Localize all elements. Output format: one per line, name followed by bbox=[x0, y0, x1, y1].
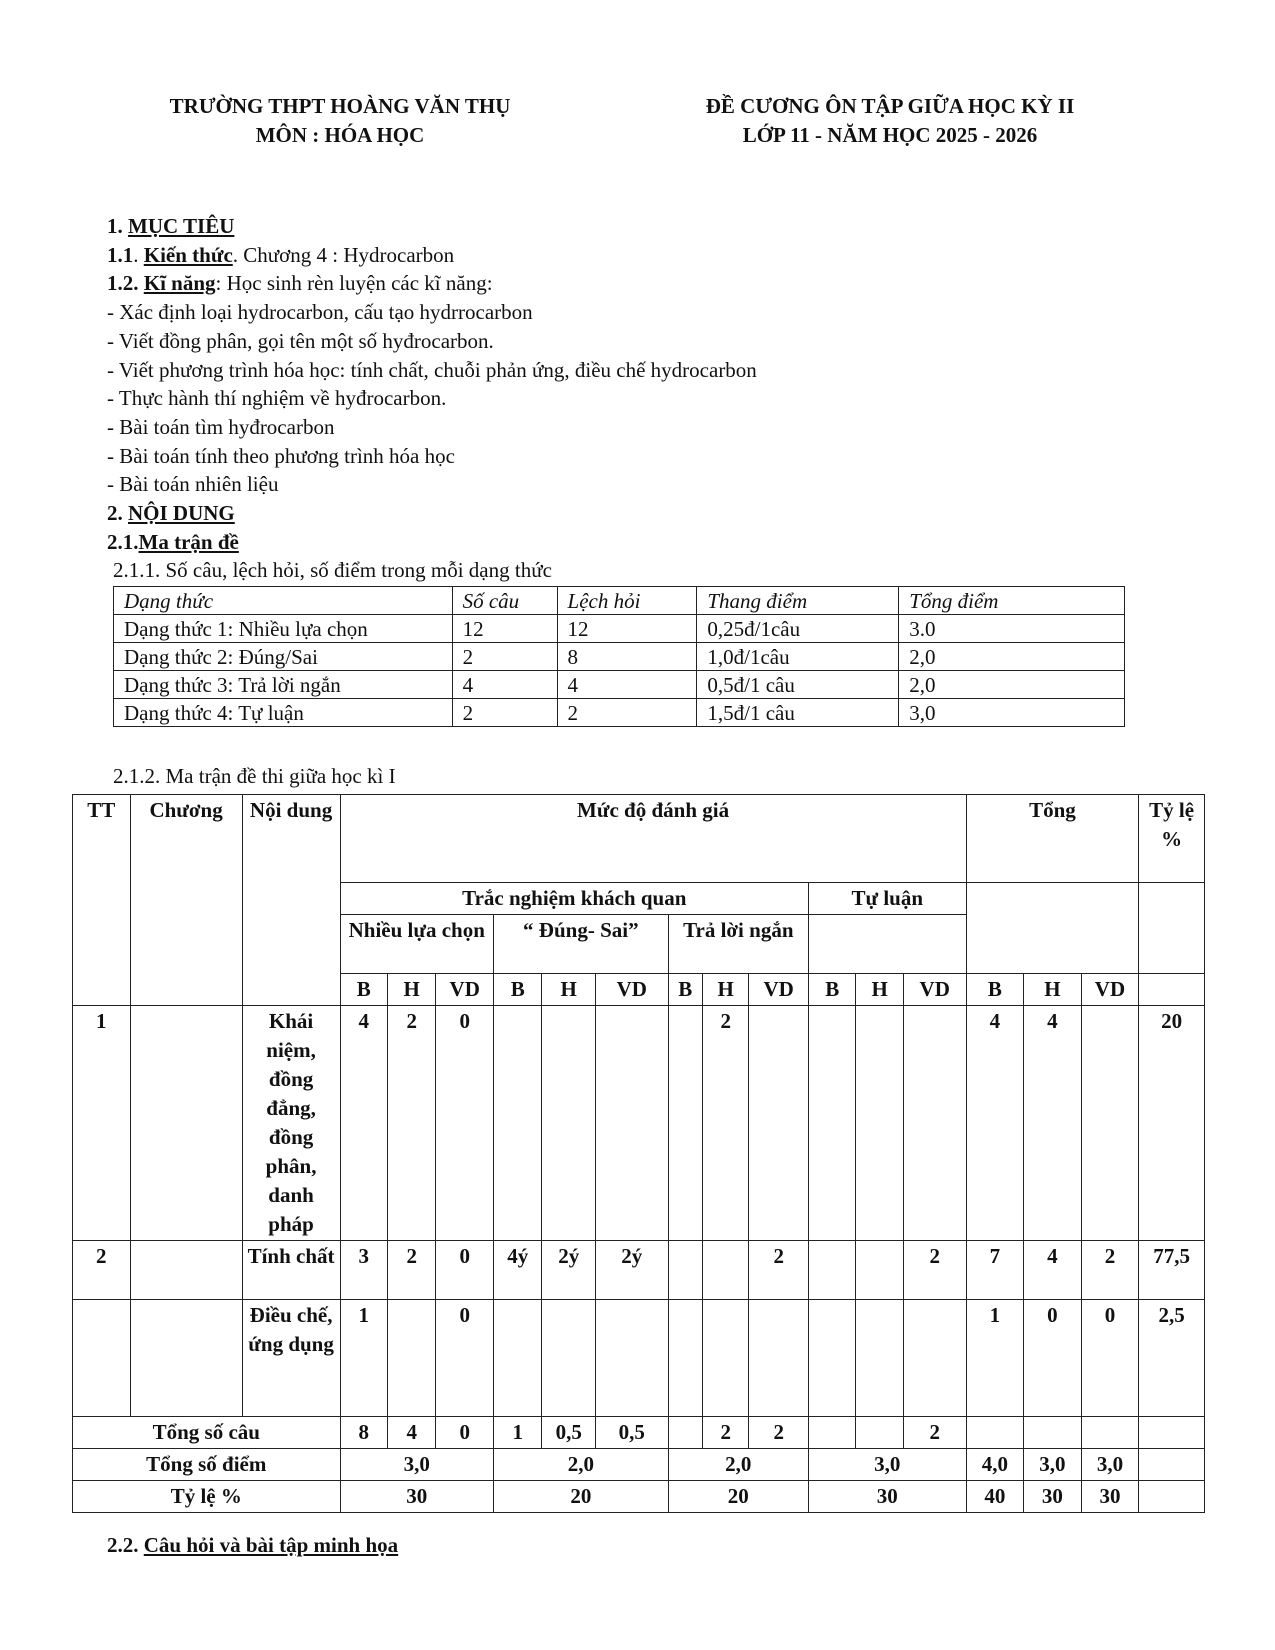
skills-line: 1.2. Kĩ năng: Học sinh rèn luyện các kĩ năng: bbox=[107, 271, 493, 296]
table-row bbox=[114, 615, 1125, 643]
matrix-cell bbox=[808, 1300, 855, 1417]
matrix-cell: 2ý bbox=[595, 1241, 668, 1300]
matrix-cell: 2 bbox=[749, 1417, 809, 1449]
document-header bbox=[655, 92, 1125, 150]
level-vd: VD bbox=[436, 974, 494, 1006]
row-noi-dung: Tính chất bbox=[242, 1241, 340, 1300]
header-dung-sai: “ Đúng- Sai” bbox=[494, 915, 669, 974]
level-vd: VD bbox=[595, 974, 668, 1006]
matrix-cell: 2 bbox=[388, 1241, 436, 1300]
header-tong: Tổng bbox=[966, 795, 1139, 883]
table-cell: 12 bbox=[452, 615, 557, 643]
matrix-cell: 0 bbox=[436, 1417, 494, 1449]
matrix-cell bbox=[903, 1006, 966, 1241]
matrix-cell bbox=[595, 1300, 668, 1417]
matrix-cell: 0 bbox=[436, 1300, 494, 1417]
table-cell: 2,0 bbox=[899, 643, 1125, 671]
table-header-cell: Thang điểm bbox=[697, 587, 899, 615]
table-cell: 2 bbox=[452, 643, 557, 671]
matrix-cell: 4 bbox=[340, 1006, 387, 1241]
table-header-row bbox=[114, 587, 1125, 615]
table-cell: 3,0 bbox=[899, 699, 1125, 727]
matrix-cell: 0,5 bbox=[542, 1417, 596, 1449]
row-tt bbox=[73, 1300, 131, 1417]
table-cell: 4 bbox=[452, 671, 557, 699]
document-title: ĐỀ CƯƠNG ÔN TẬP GIỮA HỌC KỲ II bbox=[705, 94, 1075, 118]
skill-bullet: - Viết đồng phân, gọi tên một số hyđrocarbon. bbox=[107, 328, 494, 353]
level-percentage: 40 bbox=[966, 1481, 1024, 1513]
matrix-cell bbox=[749, 1006, 809, 1241]
table-cell: 8 bbox=[557, 643, 697, 671]
matrix-cell bbox=[668, 1417, 702, 1449]
matrix-cell: 3 bbox=[340, 1241, 387, 1300]
matrix-cell bbox=[1139, 1481, 1205, 1513]
header-nhieu-lua-chon: Nhiều lựa chọn bbox=[340, 915, 493, 974]
skill-bullet: - Viết phương trình hóa học: tính chất, chuỗi phản ứng, điều chế hydrocarbon bbox=[107, 357, 757, 382]
section-2-2-heading: 2.2. Câu hỏi và bài tập minh họa bbox=[107, 1533, 399, 1557]
table-header-cell: Số câu bbox=[452, 587, 557, 615]
matrix-cell: 0,5 bbox=[595, 1417, 668, 1449]
matrix-cell bbox=[388, 1300, 436, 1417]
table-cell: 1,5đ/1 câu bbox=[697, 699, 899, 727]
table-cell: Dạng thức 3: Trả lời ngắn bbox=[114, 671, 453, 699]
header-noi-dung: Nội dung bbox=[242, 795, 340, 1006]
percentage-row bbox=[73, 1481, 1205, 1513]
knowledge-line: 1.1. Kiến thức. Chương 4 : Hydrocarbon bbox=[107, 242, 455, 267]
matrix-cell bbox=[668, 1300, 702, 1417]
matrix-cell bbox=[702, 1300, 748, 1417]
level-h: H bbox=[702, 974, 748, 1006]
school-header bbox=[110, 92, 570, 150]
skill-bullet: - Bài toán nhiên liệu bbox=[107, 472, 279, 497]
table-cell: 0,5đ/1 câu bbox=[697, 671, 899, 699]
row-chuong bbox=[130, 1006, 242, 1241]
section-2-1-heading: 2.1.Ma trận đề bbox=[107, 529, 239, 554]
matrix-cell: 2 bbox=[903, 1241, 966, 1300]
header-tra-loi-ngan: Trả lời ngắn bbox=[668, 915, 808, 974]
percentage-label: Tỷ lệ % bbox=[73, 1481, 341, 1513]
skill-bullet: - Xác định loại hydrocarbon, cấu tạo hydrrocarbon bbox=[107, 300, 533, 325]
total-points-label: Tổng số điểm bbox=[73, 1449, 341, 1481]
header-tu-luan: Tự luận bbox=[808, 883, 966, 915]
level-h: H bbox=[1024, 974, 1082, 1006]
matrix-cell bbox=[668, 1241, 702, 1300]
table-cell: Dạng thức 1: Nhiều lựa chọn bbox=[114, 615, 453, 643]
matrix-cell: 0 bbox=[1081, 1300, 1139, 1417]
matrix-cell: 2 bbox=[702, 1417, 748, 1449]
matrix-cell bbox=[542, 1006, 596, 1241]
table-row bbox=[114, 643, 1125, 671]
matrix-cell bbox=[702, 1241, 748, 1300]
header-tt: TT bbox=[73, 795, 131, 1006]
subject-name: MÔN : HÓA HỌC bbox=[255, 123, 425, 147]
table-header-cell: Lệch hỏi bbox=[557, 587, 697, 615]
table-1-caption: 2.1.1. Số câu, lệch hỏi, số điểm trong mỗi dạng thức bbox=[113, 558, 552, 583]
matrix-row bbox=[73, 1241, 1205, 1300]
level-percentage: 30 bbox=[1024, 1481, 1082, 1513]
matrix-cell bbox=[494, 1006, 542, 1241]
level-total: 4,0 bbox=[966, 1449, 1024, 1481]
level-b: B bbox=[494, 974, 542, 1006]
matrix-cell bbox=[1081, 1006, 1139, 1241]
row-tt: 2 bbox=[73, 1241, 131, 1300]
skill-bullet: - Bài toán tìm hyđrocarbon bbox=[107, 414, 335, 439]
header-tnkq: Trắc nghiệm khách quan bbox=[340, 883, 808, 915]
matrix-cell: 2 bbox=[1081, 1241, 1139, 1300]
level-h: H bbox=[856, 974, 903, 1006]
row-chuong bbox=[130, 1300, 242, 1417]
matrix-cell bbox=[749, 1300, 809, 1417]
table-cell: 2 bbox=[452, 699, 557, 727]
section-1-heading: 1. MỤC TIÊU bbox=[107, 214, 235, 238]
total-questions-row bbox=[73, 1417, 1205, 1449]
total-questions-label: Tổng số câu bbox=[73, 1417, 341, 1449]
matrix-cell: 77,5 bbox=[1139, 1241, 1205, 1300]
matrix-cell: 4 bbox=[1024, 1006, 1082, 1241]
exam-matrix-table bbox=[72, 794, 1205, 1513]
group-points: 3,0 bbox=[808, 1449, 966, 1481]
table-cell: 2 bbox=[557, 699, 697, 727]
header-chuong: Chương bbox=[130, 795, 242, 1006]
matrix-cell: 4 bbox=[388, 1417, 436, 1449]
group-points: 3,0 bbox=[340, 1449, 493, 1481]
level-b: B bbox=[340, 974, 387, 1006]
group-percentage: 30 bbox=[808, 1481, 966, 1513]
matrix-cell bbox=[966, 1417, 1024, 1449]
table-cell: 4 bbox=[557, 671, 697, 699]
table-header-cell: Tổng điểm bbox=[899, 587, 1125, 615]
row-noi-dung: Điều chế, ứng dụng bbox=[242, 1300, 340, 1417]
level-vd: VD bbox=[903, 974, 966, 1006]
table-header-cell: Dạng thức bbox=[114, 587, 453, 615]
matrix-row bbox=[73, 1006, 1205, 1241]
header-blank bbox=[808, 915, 966, 974]
matrix-cell: 2 bbox=[749, 1241, 809, 1300]
level-vd: VD bbox=[749, 974, 809, 1006]
matrix-cell: 1 bbox=[340, 1300, 387, 1417]
matrix-cell bbox=[1139, 1417, 1205, 1449]
matrix-cell bbox=[668, 1006, 702, 1241]
level-h: H bbox=[542, 974, 596, 1006]
matrix-cell: 0 bbox=[436, 1241, 494, 1300]
table-cell: 3.0 bbox=[899, 615, 1125, 643]
group-percentage: 30 bbox=[340, 1481, 493, 1513]
header-muc-do: Mức độ đánh giá bbox=[340, 795, 966, 883]
table-2-caption: 2.1.2. Ma trận đề thi giữa học kì I bbox=[113, 764, 396, 788]
row-tt: 1 bbox=[73, 1006, 131, 1241]
header-blank bbox=[1139, 883, 1205, 974]
group-points: 2,0 bbox=[494, 1449, 669, 1481]
matrix-cell bbox=[856, 1417, 903, 1449]
matrix-cell: 2 bbox=[702, 1006, 748, 1241]
group-percentage: 20 bbox=[494, 1481, 669, 1513]
matrix-cell bbox=[1081, 1417, 1139, 1449]
table-row bbox=[114, 699, 1125, 727]
row-chuong bbox=[130, 1241, 242, 1300]
level-b: B bbox=[808, 974, 855, 1006]
table-cell: 1,0đ/1câu bbox=[697, 643, 899, 671]
matrix-cell bbox=[595, 1006, 668, 1241]
question-format-table bbox=[113, 586, 1125, 727]
matrix-cell bbox=[856, 1006, 903, 1241]
table-cell: Dạng thức 4: Tự luận bbox=[114, 699, 453, 727]
school-name: TRƯỜNG THPT HOÀNG VĂN THỤ bbox=[169, 94, 511, 118]
matrix-cell bbox=[808, 1006, 855, 1241]
matrix-cell: 2ý bbox=[542, 1241, 596, 1300]
table-cell: 12 bbox=[557, 615, 697, 643]
matrix-cell bbox=[808, 1241, 855, 1300]
matrix-cell bbox=[1024, 1417, 1082, 1449]
level-h: H bbox=[388, 974, 436, 1006]
matrix-cell: 4 bbox=[966, 1006, 1024, 1241]
matrix-cell: 1 bbox=[966, 1300, 1024, 1417]
matrix-cell bbox=[542, 1300, 596, 1417]
level-total: 3,0 bbox=[1024, 1449, 1082, 1481]
table-cell: 0,25đ/1câu bbox=[697, 615, 899, 643]
skill-bullet: - Bài toán tính theo phương trình hóa học bbox=[107, 443, 455, 468]
group-percentage: 20 bbox=[668, 1481, 808, 1513]
matrix-cell: 1 bbox=[494, 1417, 542, 1449]
matrix-cell bbox=[494, 1300, 542, 1417]
matrix-cell: 2 bbox=[388, 1006, 436, 1241]
level-b: B bbox=[668, 974, 702, 1006]
matrix-cell: 0 bbox=[436, 1006, 494, 1241]
matrix-cell bbox=[856, 1300, 903, 1417]
matrix-cell bbox=[808, 1417, 855, 1449]
table-row bbox=[114, 671, 1125, 699]
level-b: B bbox=[966, 974, 1024, 1006]
matrix-cell bbox=[856, 1241, 903, 1300]
matrix-cell: 20 bbox=[1139, 1006, 1205, 1241]
section-2-heading: 2. NỘI DUNG bbox=[107, 501, 235, 526]
matrix-cell: 2,5 bbox=[1139, 1300, 1205, 1417]
level-vd: VD bbox=[1081, 974, 1139, 1006]
level-percentage: 30 bbox=[1081, 1481, 1139, 1513]
document-class-year: LỚP 11 - NĂM HỌC 2025 - 2026 bbox=[742, 123, 1038, 147]
header-ty-le: Tỷ lệ % bbox=[1139, 795, 1205, 883]
matrix-cell bbox=[903, 1300, 966, 1417]
header-blank bbox=[966, 883, 1139, 974]
matrix-row bbox=[73, 1300, 1205, 1417]
matrix-cell: 2 bbox=[903, 1417, 966, 1449]
matrix-cell: 0 bbox=[1024, 1300, 1082, 1417]
matrix-cell: 7 bbox=[966, 1241, 1024, 1300]
skill-bullet: - Thực hành thí nghiệm về hyđrocarbon. bbox=[107, 386, 447, 411]
level-blank bbox=[1139, 974, 1205, 1006]
table-cell: Dạng thức 2: Đúng/Sai bbox=[114, 643, 453, 671]
group-points: 2,0 bbox=[668, 1449, 808, 1481]
matrix-cell: 4 bbox=[1024, 1241, 1082, 1300]
matrix-header-row bbox=[73, 795, 1205, 883]
matrix-cell bbox=[1139, 1449, 1205, 1481]
matrix-cell: 8 bbox=[340, 1417, 387, 1449]
total-points-row bbox=[73, 1449, 1205, 1481]
objectives-section bbox=[107, 212, 1187, 585]
row-noi-dung: Khái niệm, đồng đẳng, đồng phân, danh pháp bbox=[242, 1006, 340, 1241]
matrix-cell: 4ý bbox=[494, 1241, 542, 1300]
level-total: 3,0 bbox=[1081, 1449, 1139, 1481]
table-cell: 2,0 bbox=[899, 671, 1125, 699]
